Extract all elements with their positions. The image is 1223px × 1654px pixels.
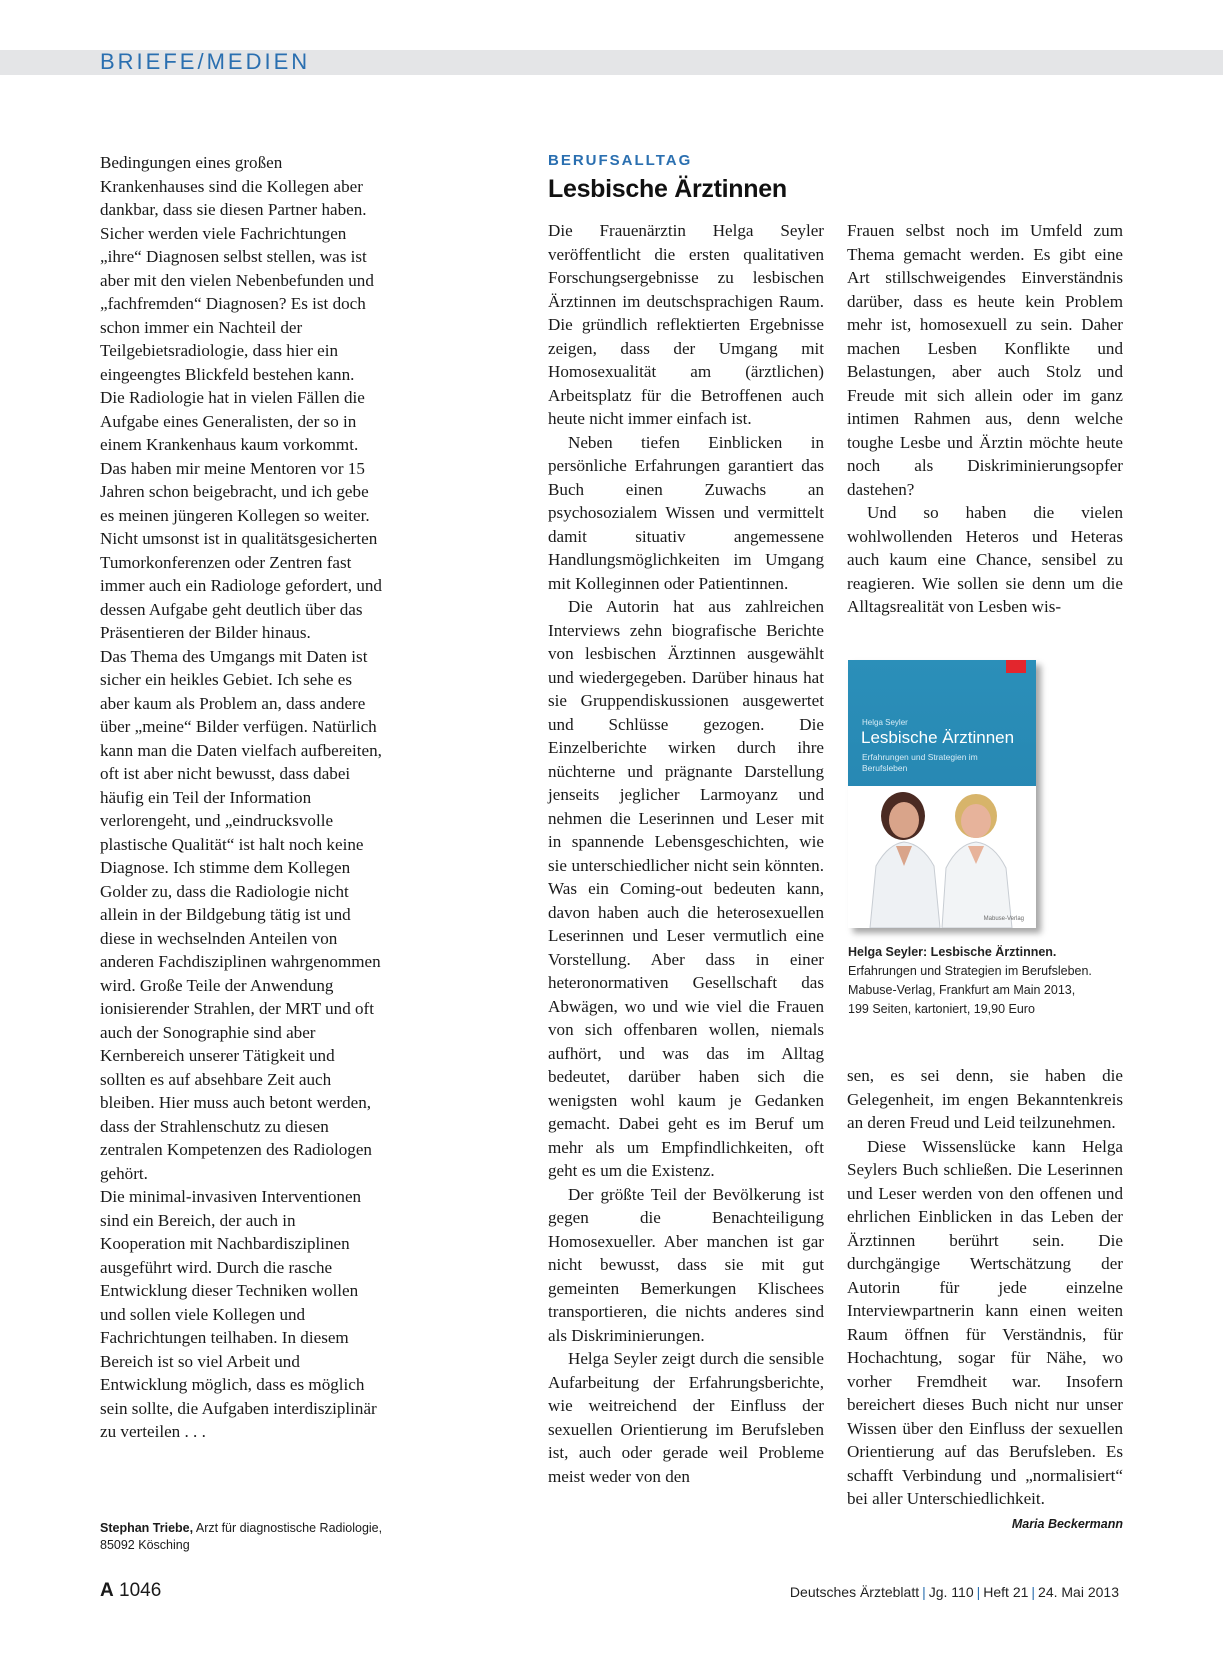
footer-separator: |: [1031, 1584, 1036, 1600]
caption-title: Helga Seyler: Lesbische Ärztinnen.: [848, 945, 1057, 959]
article-column-middle: [548, 219, 824, 1488]
page-number-value: 1046: [119, 1580, 162, 1601]
article-paragraph: Der größte Teil der Bevölkerung ist gegen die Benachteiligung Homosexueller. Aber manchen ist gar nicht bewusst, dass sie mit gut gemeinten Bemerkungen Klischees transportieren, die nichts anderes sind als Diskriminierungen.: [548, 1184, 824, 1345]
journal-volume: Jg. 110: [928, 1584, 974, 1600]
journal-name: Deutsches Ärzteblatt: [789, 1584, 920, 1600]
article-column-right-bottom: [847, 1064, 1123, 1536]
section-label: BRIEFE/MEDIEN: [100, 49, 311, 74]
article-paragraph-text: Diese Wissenslücke kann Helga Seylers Buch schließen. Die Leserinnen und Leser werden von den offenen und ehrlichen Einblicken in das Leben der Ärztinnen berührt sein. Die durchgängige Wertschätzung der Autorin für jede einzelne Interviewpartnerin kann einen weiten Raum öffnen für Verständnis, für Hochachtung, sogar für Nähe, wo vorher Fremdheit war. Insofern bereichert dieses Buch nicht nur unser Wissen über den Einfluss der sexuellen Orientierung auf das Berufsleben. Es schafft Verbindung und „normalisiert“ bei aller Unterschiedlichkeit.: [847, 1136, 1123, 1508]
letter-signature: [100, 1520, 400, 1554]
article-paragraph: [847, 1135, 1123, 1531]
page-number: [100, 1580, 161, 1602]
article-paragraph: Frauen selbst noch im Umfeld zum Thema gemacht werden. Es gibt eine Art stillschweigendes Einverständnis darüber, dass es heute kein Problem mehr ist, homosexuell zu sein. Daher machen Lesben Konflikte und Belastungen, aber auch Stolz und Freude mit sich allein oder im ganz intimen Rahmen aus, denn welche toughe Lesbe und Ärztin möchte heute noch als Diskriminierungsopfer dastehen?: [847, 221, 1123, 499]
journal-date: 24. Mai 2013: [1038, 1584, 1119, 1600]
article-column-right-top: [847, 219, 1123, 619]
signature-place: 85092 Kösching: [100, 1538, 190, 1552]
caption-line: Erfahrungen und Strategien im Berufsleben.: [848, 964, 1092, 978]
signature-name: Stephan Triebe,: [100, 1521, 194, 1535]
article-author: Maria Beckermann: [1011, 1516, 1123, 1531]
footer-separator: |: [976, 1584, 981, 1600]
book-cover-subtitle: Erfahrungen und Strategien im Berufsleben: [862, 752, 978, 773]
book-cover-photo: [848, 786, 1036, 928]
letter-paragraph: Bedingungen eines großen Krankenhauses sind die Kollegen aber dankbar, dass sie diesen Partner haben. Sicher werden viele Fachrichtungen „ihre“ Diagnosen selbst stellen, was ist aber mit den vielen Nebenbefunden und „fachfremden“ Diagnosen? Es ist doch schon immer ein Nachteil der Teilgebietsradiologie, dass hier ein eingeengtes Blickfeld bestehen kann. Die Radiologie hat in vielen Fällen die Aufgabe eines Generalisten, der so in einem Krankenhaus kaum vorkommt. Das haben mir meine Mentoren vor 15 Jahren schon beigebracht, und ich gebe es meinen jüngeren Kollegen so weiter. Nicht umsonst ist in qualitätsgesicherten Tumorkonferenzen oder Zentren fast immer auch ein Radiologe gefordert, und dessen Aufgabe geht deutlich über das Präsentieren der Bilder hinaus.: [100, 153, 382, 642]
book-cover-accent: [1006, 660, 1026, 673]
book-caption: [848, 943, 1128, 1019]
article-paragraph: Die Frauenärztin Helga Seyler veröffentlicht die ersten qualitativen Forschungsergebnisse zu lesbischen Ärztinnen im deutschsprachigen Raum. Die gründlich reflektierten Ergebnisse zeigen, dass der Umgang mit Homosexualität am (ärztlichen) Arbeitsplatz für die Betroffenen auch heute nicht immer einfach ist.: [548, 221, 824, 428]
caption-line: Mabuse-Verlag, Frankfurt am Main 2013,: [848, 983, 1076, 997]
book-cover-publisher: Mabuse-Verlag: [983, 916, 1024, 922]
letter-paragraph: Die minimal-invasiven Interventionen sind ein Bereich, der auch in Kooperation mit Nachbardisziplinen ausgeführt wird. Durch die rasche Entwicklung dieser Techniken wollen und sollen viele Kollegen und Fachrichtungen teilhaben. In diesem Bereich ist so viel Arbeit und Entwicklung möglich, dass es möglich sein sollte, die Aufgaben interdisziplinär zu verteilen . . .: [100, 1187, 377, 1441]
book-cover-author: Helga Seyler: [862, 718, 908, 727]
book-cover-image: [848, 660, 1036, 928]
letter-paragraph: Das Thema des Umgangs mit Daten ist sicher ein heikles Gebiet. Ich sehe es aber kaum als Problem an, dass andere über „meine“ Bilder verfügen. Natürlich kann man die Daten vielfach aufbereiten, oft ist aber nicht bewusst, dass dabei häufig ein Teil der Information verlorengeht, und „eindrucksvolle plastische Qualität“ ist halt noch keine Diagnose. Ich stimme dem Kollegen Golder zu, dass die Radiologie nicht allein in der Bildgebung tätig ist und diese in wechselnden Anteilen von anderen Fachdisziplinen wahrgenommen wird. Große Teile der Anwendung ionisierender Strahlen, der MRT und oft auch der Sonographie sind aber Kernbereich unserer Tätigkeit und sollten es auf absehbare Zeit auch bleiben. Hier muss auch betont werden, dass der Strahlenschutz zu diesen zentralen Kompetenzen des Radiologen gehört.: [100, 646, 382, 1183]
book-cover-title: Lesbische Ärztinnen: [861, 728, 1015, 747]
article-paragraph: Die Autorin hat aus zahlreichen Interviews zehn biografische Berichte von lesbischen Ärztinnen ausgewählt und wiedergegeben. Darüber hinaus hat sie Gruppendiskussionen ausgewertet und Schlüsse gezogen. Die Einzelberichte wirken durch ihre nüchterne und prägnante Darstellung jenseits jeglicher Larmoyanz und nehmen die Leserinnen und Leser mit in spannende Lebensgeschichten, wie sie unterschiedlicher nicht sein könnten. Was ein Coming-out bedeuten kann, davon haben auch die heterosexuellen Leserinnen und Leser vermutlich eine Vorstellung. Aber dass in einer heteronormativen Gesellschaft das Abwägen, wo und wie viel die Frauen von sich offenbaren wollen, niemals aufhört, und was das im Alltag bedeutet, darüber haben sich die wenigsten wohl kaum je Gedanken gemacht. Dabei geht es im Beruf um mehr als um Empfindlichkeiten, oft geht es um die Existenz.: [548, 597, 824, 1180]
journal-issue: Heft 21: [983, 1584, 1029, 1600]
article-headline: Lesbische Ärztinnen: [548, 175, 787, 203]
journal-footer: [790, 1584, 1119, 1600]
article-paragraph: Neben tiefen Einblicken in persönliche Erfahrungen garantiert das Buch einen Zuwachs an psychosozialem Wissen und vermittelt damit situativ angemessene Handlungsmöglichkeiten im Umgang mit Kolleginnen oder Patientinnen.: [548, 432, 824, 593]
signature-detail: Arzt für diagnostische Radiologie,: [195, 1521, 383, 1535]
article-paragraph: sen, es sei denn, sie haben die Gelegenheit, im engen Bekanntenkreis an deren Freud und Leid teilzunehmen.: [847, 1066, 1123, 1132]
article-kicker: BERUFSALLTAG: [548, 152, 693, 169]
footer-separator: |: [922, 1584, 926, 1600]
article-paragraph: Und so haben die vielen wohlwollenden Heteros und Heteras auch kaum eine Chance, sensibel zu reagieren. Wie sollen sie denn um die Alltagsrealität von Lesben wis-: [847, 503, 1123, 616]
caption-line: 199 Seiten, kartoniert, 19,90 Euro: [848, 1002, 1035, 1016]
letter-column: [100, 151, 382, 1444]
page-prefix: A: [100, 1580, 114, 1601]
article-paragraph: Helga Seyler zeigt durch die sensible Aufarbeitung der Erfahrungsberichte, wie weitreichend der Einfluss der sexuellen Orientierung im Berufsleben ist, auch oder gerade weil Probleme meist weder von den: [548, 1349, 824, 1486]
